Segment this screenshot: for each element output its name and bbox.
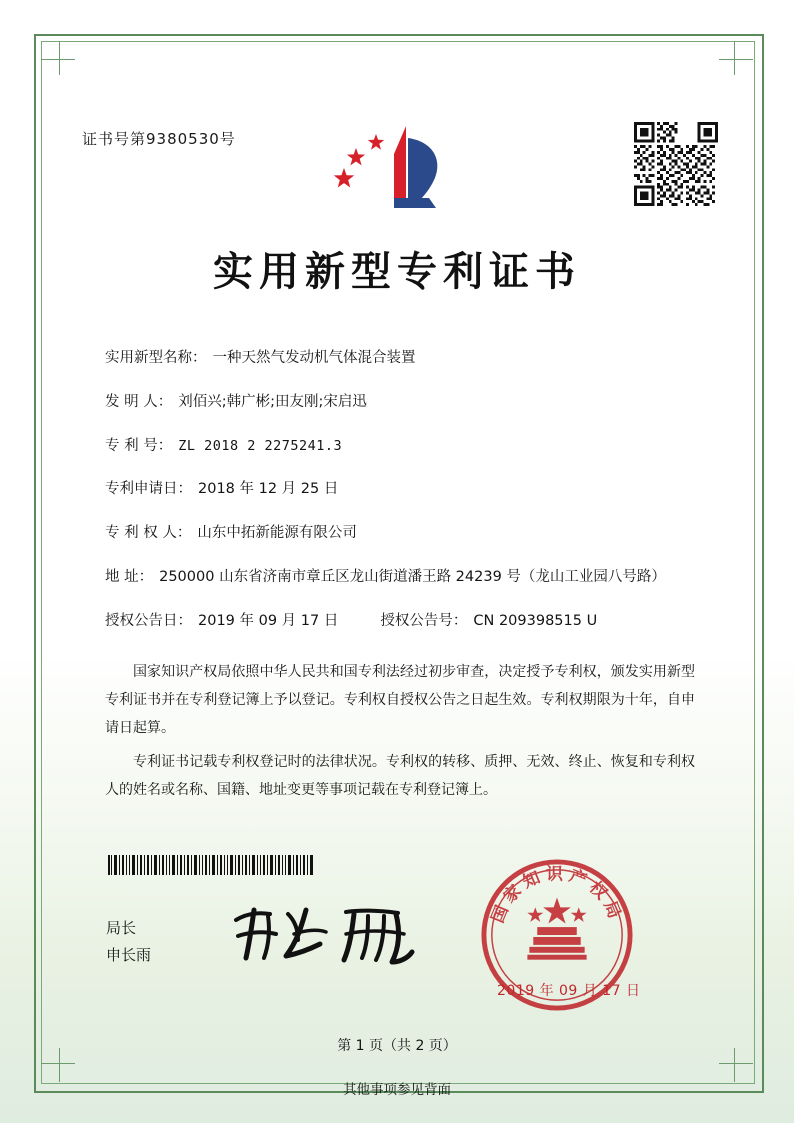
field-value-inventor: 刘佰兴;韩广彬;田友刚;宋启迅 xyxy=(178,393,367,410)
field-label-patentee: 专 利 权 人： xyxy=(105,525,192,541)
grant-number-group xyxy=(380,611,597,633)
director-name: 申长雨 xyxy=(106,946,152,964)
corner-ornament-top-left xyxy=(41,41,81,81)
field-label-name: 实用新型名称： xyxy=(105,350,207,366)
field-label-address: 地 址： xyxy=(105,568,154,585)
seal-date: 2019 年 09 月 17 日 xyxy=(497,983,641,999)
signature-block xyxy=(106,915,151,969)
field-value-patent-number: ZL 2018 2 2275241.3 xyxy=(178,437,343,454)
field-row-inventor xyxy=(105,392,695,414)
cnipa-logo-icon xyxy=(332,120,462,220)
barcode xyxy=(108,855,313,875)
field-row-application-date xyxy=(105,479,695,501)
fields-list xyxy=(105,348,695,654)
field-label-grant-number: 授权公告号： xyxy=(380,612,468,629)
body-text xyxy=(105,658,695,810)
field-row-grant xyxy=(105,611,695,633)
field-value-patentee: 山东中拓新能源有限公司 xyxy=(197,525,357,541)
field-label-grant-date: 授权公告日： xyxy=(105,612,192,629)
field-row-patent-number xyxy=(105,436,695,458)
body-paragraph-2: 专利证书记载专利权登记时的法律状况。专利权的转移、质押、无效、终止、恢复和专利权人的姓名或名称、国籍、地址变更等事项记载在专利登记簿上。 xyxy=(105,754,695,798)
page-number: 第 1 页（共 2 页） xyxy=(337,1038,457,1054)
field-value-address: 250000 山东省济南市章丘区龙山街道潘王路 24239 号（龙山工业园八号路） xyxy=(159,568,666,585)
director-label: 局长 xyxy=(106,919,137,937)
field-row-name xyxy=(105,348,695,370)
handwritten-signature xyxy=(228,900,418,970)
page-title: 实用新型专利证书 xyxy=(213,249,581,295)
field-label-patent-number: 专 利 号： xyxy=(105,437,173,454)
field-row-patentee xyxy=(105,523,695,545)
svg-text:国家知识产权局: 国家知识产权局 xyxy=(486,863,628,926)
footer-note: 其他事项参见背面 xyxy=(343,1082,451,1098)
field-label-application-date: 专利申请日： xyxy=(105,481,192,498)
field-row-address xyxy=(105,567,695,589)
certificate-number: 证书号第9380530号 xyxy=(82,130,236,148)
field-value-application-date: 2018 年 12 月 25 日 xyxy=(198,481,339,498)
field-label-inventor: 发 明 人： xyxy=(105,393,173,410)
field-value-name: 一种天然气发动机气体混合装置 xyxy=(212,350,416,366)
field-value-grant-date: 2019 年 09 月 17 日 xyxy=(198,612,339,629)
body-paragraph-1: 国家知识产权局依照中华人民共和国专利法经过初步审查，决定授予专利权，颁发实用新型专利证书并在专利登记簿上予以登记。专利权自授权公告之日起生效。专利权期限为十年，自申请日起算。 xyxy=(105,664,695,736)
qr-code xyxy=(634,122,718,206)
field-value-grant-number: CN 209398515 U xyxy=(473,612,598,629)
corner-ornament-top-right xyxy=(713,41,753,81)
